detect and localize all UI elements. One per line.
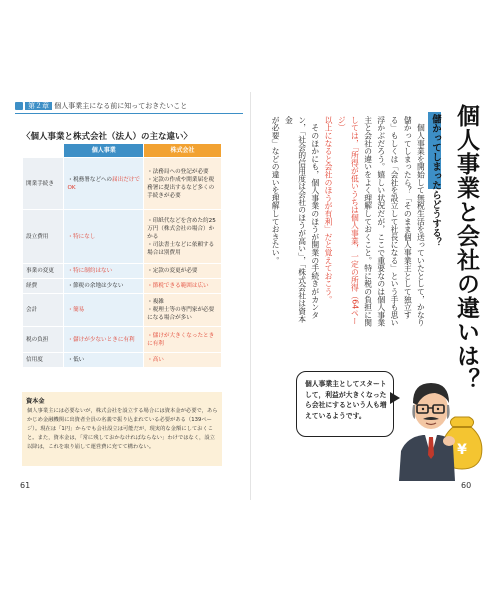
body-text xyxy=(269,116,427,330)
page-gutter xyxy=(250,92,251,500)
table-header-corner xyxy=(23,144,64,158)
cell-corporation: ・儲けが大きくなったときに有利 xyxy=(144,327,222,353)
body-column: 浮かぶだろう。嬉しい状況だが，ここで重要なのは個人事業 xyxy=(376,116,386,327)
table-row xyxy=(23,353,222,368)
cell-individual: ・特になし xyxy=(64,210,144,264)
page-title: 個人事業と会社の違いは？ xyxy=(453,104,479,392)
note-title: 資本金 xyxy=(26,398,45,405)
capital-note-box xyxy=(22,392,222,466)
cell-line: ・法務局への登記が必要 xyxy=(147,168,209,175)
cell-line: ・税理士等の専門家が必要になる場合が多い xyxy=(147,307,215,321)
table-row xyxy=(23,210,222,264)
cell-corporation: ・高い xyxy=(144,353,222,368)
cell-corporation xyxy=(144,210,222,264)
row-label: 会計 xyxy=(23,294,64,327)
cell-line: ・複雑 xyxy=(147,299,164,305)
cell-individual: ・低い xyxy=(64,353,144,368)
comparison-table xyxy=(22,143,222,368)
speech-bubble xyxy=(296,371,394,437)
chapter-icon xyxy=(15,102,23,110)
cell-line: ・印紙代などを含めた約25万円（株式会社の場合）かかる xyxy=(147,217,216,240)
cell-individual: ・特に制約はない xyxy=(64,264,144,279)
table-header-row xyxy=(23,144,222,158)
businessman-illustration xyxy=(395,365,485,481)
cell-line: ・定款の作成や開業届を税務署に提出するなど多くの手続きが必要 xyxy=(147,176,215,199)
table-row xyxy=(23,294,222,327)
row-label: 税の負担 xyxy=(23,327,64,353)
row-label: 経費 xyxy=(23,279,64,294)
cell-corporation xyxy=(144,294,222,327)
cell-corporation: ・定款の変更が必要 xyxy=(144,264,222,279)
chapter-rule xyxy=(15,113,243,114)
speech-bubble-text: 個人事業主としてスタートして，利益が大きくなったら会社にするという人も増えているようです。 xyxy=(305,380,387,420)
table-header-corporation: 株式会社 xyxy=(144,144,222,158)
body-column: ン，「社会的信用度は会社のほうが高い」，「株式会社は資本金 xyxy=(284,116,307,323)
money-bag-symbol: ¥ xyxy=(457,442,467,458)
note-body: 個人事業主には必要ないが，株式会社を設立する場合には資本金が必要で，あらかじめ金融機関に出資者全員の名義で振り込まれている必要がある（139ページ）。現在は「1円」からでも会社設立は可能だが，現実的な金額にしておくこと。また，資本金は，「常に残しておかなければならない」わけではなく，設立以降は，これを取り崩して運営費に充てて構わない。 xyxy=(27,408,218,450)
cell-individual: ・儲けが少ないときに有利 xyxy=(64,327,144,353)
body-column-highlight: しては，「所得が低いうちは個人事業，一定の所得（64ページ） xyxy=(337,116,360,325)
cell-line-highlight: 届出だけでOK xyxy=(67,176,140,191)
row-label: 設立費用 xyxy=(23,210,64,264)
cell-individual: ・節税の余地は少ない xyxy=(64,279,144,294)
body-column: る」もしくは「会社を設立して社長になる」という手も思い xyxy=(390,116,400,327)
row-label: 事業の変更 xyxy=(23,264,64,279)
cell-individual xyxy=(64,158,144,210)
section-title: 〈個人事業と株式会社（法人）の主な違い〉 xyxy=(22,132,193,142)
body-column: 個人事業を開始して無税生活を送っていたとして，かなり xyxy=(416,116,426,327)
chapter-title: 個人事業主になる前に知っておきたいこと xyxy=(54,102,188,110)
cell-line: ・司法書士などに依頼する場合は別費用 xyxy=(147,241,215,256)
table-row xyxy=(23,158,222,210)
body-column: が必要」などの違いを理解しておきたい。 xyxy=(271,116,281,265)
cell-individual: ・簡易 xyxy=(64,294,144,327)
row-label: 信用度 xyxy=(23,353,64,368)
table-row xyxy=(23,327,222,353)
body-column: 主と会社の違いをよく理解しておくこと。特に税の負担に関 xyxy=(363,116,373,327)
body-column: 儲かってしまったら？「そのまま個人事業主として独立す xyxy=(403,116,413,319)
cell-corporation: ・節税できる範囲は広い xyxy=(144,279,222,294)
row-label: 開業手続き xyxy=(23,158,64,210)
page-subtitle: 儲かってしまったらどうする？ xyxy=(430,114,441,247)
body-column: そのほかにも，個人事業のほうが開業の手続きがカンタ xyxy=(310,116,320,319)
cell-corporation xyxy=(144,158,222,210)
table-row xyxy=(23,264,222,279)
cell-line: ・税務署などへの xyxy=(67,176,113,183)
table-header-individual: 個人事業 xyxy=(64,144,144,158)
page-number-right: 60 xyxy=(461,481,472,490)
chapter-header xyxy=(15,101,241,112)
body-column-highlight: 以上になると会社のほうが有利」だと覚えておこう。 xyxy=(324,116,334,304)
chapter-number: 第２章 xyxy=(25,102,52,110)
page-number-left: 61 xyxy=(20,481,31,490)
table-row xyxy=(23,279,222,294)
